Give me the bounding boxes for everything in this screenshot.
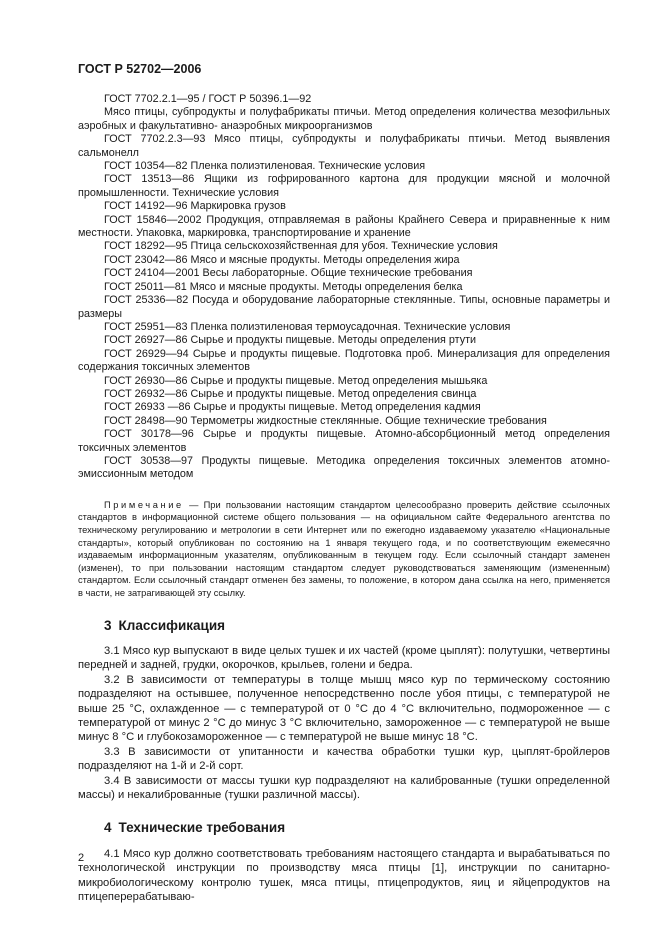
section-paragraph: 3.4 В зависимости от массы тушки кур подразделяют на калиброванные (тушки определенной массы) и некалиброванные (тушки различной массы).	[78, 774, 610, 801]
reference-line: ГОСТ 10354—82 Пленка полиэтиленовая. Технические условия	[104, 160, 426, 173]
reference-line: ГОСТ 15846—2002 Продукция, отправляемая в районы Крайнего Севера и приравненные к ним местности. Упаковка, маркировка, транспортирование и хранение	[78, 213, 610, 240]
reference-line: ГОСТ 30178—96 Сырье и продукты пищевые. Атомно-абсорбционный метод определения токсичных элементов	[78, 428, 610, 454]
section-title: Технические требования	[118, 820, 286, 836]
section-heading	[78, 821, 610, 834]
section-title: Классификация	[118, 617, 226, 633]
reference-line: ГОСТ 26929—94 Сырье и продукты пищевые. Подготовка проб. Минерализация для определения содержания токсичных элементов	[78, 347, 610, 374]
reference-line: ГОСТ 30538—97 Продукты пищевые. Методика определения токсичных элементов атомно-эмиссионным методом	[78, 454, 610, 481]
note-block	[78, 499, 610, 600]
reference-line: ГОСТ 7702.2.1—95 / ГОСТ Р 50396.1—92	[104, 93, 312, 105]
reference-line: ГОСТ 14192—96 Маркировка грузов	[104, 200, 286, 213]
reference-line: ГОСТ 25951—83 Пленка полиэтиленовая термоусадочная. Технические условия	[104, 320, 511, 333]
reference-line: ГОСТ 23042—86 Мясо и мясные продукты. Методы определения жира	[104, 253, 460, 266]
document-body	[78, 93, 610, 904]
reference-line: ГОСТ 26933 —86 Сырье и продукты пищевые. Метод определения кадмия	[104, 401, 481, 414]
section-number: 4	[104, 820, 112, 836]
reference-line: ГОСТ 7702.2.3—93 Мясо птицы, субпродукты и полуфабрикаты птичьи. Метод выявления сальмонелл	[78, 133, 610, 159]
section-paragraph: 3.3 В зависимости от упитанности и качества обработки тушки кур, цыплят-бройлеров подразделяют на 1-й и 2-й сорт.	[78, 745, 610, 773]
reference-line: Мясо птицы, субпродукты и полуфабрикаты птичьи. Метод определения количества мезофильных аэробных и факультативно- анаэробных микроорганизмов	[78, 106, 610, 132]
normative-references	[78, 93, 610, 482]
note-label: Примечание	[104, 499, 184, 510]
reference-line: ГОСТ 25011—81 Мясо и мясные продукты. Методы определения белка	[104, 280, 463, 293]
section-paragraph: 3.2 В зависимости от температуры в толще мышц мясо кур по термическому состоянию подразделяют на остывшее, полученное непосредственно после убоя птицы, с температурой не выше 25 °С, охлажденное — с температурой от 0 °С до 4 °С включительно, подмороженное — с температурой от минус 2 °С до минус 3 °С включительно, замороженное — с температурой не выше минус 8 °С и глубокозамороженное — с температурой не выше минус 18 °С.	[78, 673, 610, 744]
section-number: 3	[104, 617, 112, 633]
page-number: 2	[78, 852, 85, 864]
note-text: — При пользовании настоящим стандартом целесообразно проверить действие ссылочных стандартов в информационной системе общего пользования — на официальном сайте Федерального агентства по техническому регулированию и метрологии в сети Интернет или по ежегодно издаваемому указателю «Национальные стандарты», который опубликован по состоянию на 1 января текущего года, и по соответствующим ежемесячно издаваемым информационным указателям, опубликованным в текущем году. Если ссылочный стандарт заменен (изменен), то при пользовании настоящим стандартом следует руководствоваться заменяющим (измененным) стандартом. Если ссылочный стандарт отменен без замены, то положение, в котором дана ссылка на него, применяется в части, не затрагивающей эту ссылку.	[78, 499, 610, 598]
document-header: ГОСТ Р 52702—2006	[78, 62, 202, 76]
reference-line: ГОСТ 13513—86 Ящики из гофрированного картона для продукции мясной и молочной промышленности. Технические условия	[78, 173, 610, 199]
reference-line: ГОСТ 26930—86 Сырье и продукты пищевые. Метод определения мышьяка	[104, 374, 488, 387]
reference-line: ГОСТ 26927—86 Сырье и продукты пищевые. Методы определения ртути	[104, 334, 477, 347]
reference-line: ГОСТ 18292—95 Птица сельскохозяйственная для убоя. Технические условия	[104, 240, 498, 253]
section-paragraph: 3.1 Мясо кур выпускают в виде целых тушек и их частей (кроме цыплят): полутушки, четвертины передней и задней, грудки, окорочков, крыльев, голени и бедра.	[78, 644, 610, 672]
reference-line: ГОСТ 28498—90 Термометры жидкостные стеклянные. Общие технические требования	[104, 414, 547, 427]
reference-line: ГОСТ 26932—86 Сырье и продукты пищевые. Метод определения свинца	[104, 387, 477, 400]
reference-line: ГОСТ 24104—2001 Весы лабораторные. Общие технические требования	[104, 267, 473, 280]
reference-line: ГОСТ 25336—82 Посуда и оборудование лабораторные стеклянные. Типы, основные параметры и размеры	[78, 294, 610, 320]
section-heading	[78, 619, 610, 632]
section-paragraph: 4.1 Мясо кур должно соответствовать требованиям настоящего стандарта и вырабатываться по технологической инструкции по производству мяса птицы [1], инструкции по санитарно-микробиологическому контролю тушек, мяса птицы, птицепродуктов, яиц и яйцепродуктов на птицеперерабатываю-	[78, 847, 610, 904]
